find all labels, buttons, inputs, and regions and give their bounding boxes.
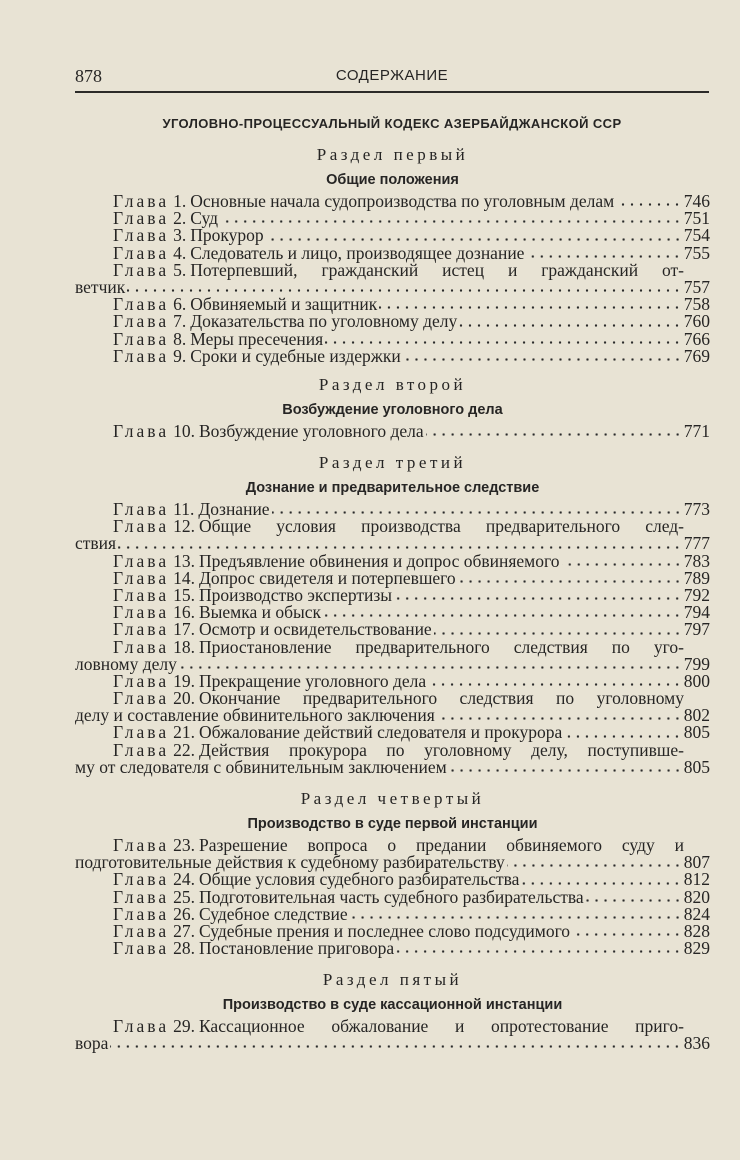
chapter-label: Глава xyxy=(113,294,170,315)
chapter-number: 26. xyxy=(173,903,195,924)
page-ref: 789 xyxy=(683,567,710,588)
word: по xyxy=(611,636,630,657)
toc-entries xyxy=(75,837,710,957)
chapter-label: Глава xyxy=(113,670,170,691)
chapter-number: 9. xyxy=(173,345,187,366)
entry-title-cont: ветчик xyxy=(75,276,126,297)
entry-first-line xyxy=(75,518,710,535)
page-ref: 758 xyxy=(683,294,710,315)
chapter-number: 3. xyxy=(173,225,187,246)
entry-title xyxy=(198,636,684,657)
page-ref: 799 xyxy=(683,653,710,674)
entry-title: Судебное следствие xyxy=(198,903,348,924)
page-ref: 805 xyxy=(683,722,710,743)
toc-entry[interactable] xyxy=(75,1018,710,1052)
chapter-number: 24. xyxy=(173,869,195,890)
chapter-label: Глава xyxy=(113,550,170,571)
chapter-number: 29. xyxy=(173,1016,195,1036)
chapter-number: 23. xyxy=(173,835,195,855)
toc-entry[interactable] xyxy=(75,423,710,440)
entry-title: Обжалование действий следователя и прокурора xyxy=(198,722,563,743)
word: следствия xyxy=(513,636,588,657)
word: предварительного xyxy=(355,636,490,657)
page-ref: 812 xyxy=(683,869,710,890)
page-number: 878 xyxy=(75,66,102,86)
dot-leader xyxy=(426,433,682,436)
word: поступивше- xyxy=(587,739,684,760)
entry-title-cont: вора xyxy=(75,1033,109,1054)
entry-title: Следователь и лицо, производящее дознание xyxy=(190,242,525,263)
chapter-label: Глава xyxy=(113,225,170,246)
toc-entry[interactable] xyxy=(75,837,710,871)
chapter-number: 21. xyxy=(173,722,195,743)
entry-continuation xyxy=(75,535,710,552)
word: и xyxy=(674,835,684,855)
page-ref: 751 xyxy=(683,208,710,229)
word: предварительного xyxy=(302,688,438,709)
chapter-label: Глава xyxy=(113,722,170,743)
toc-entry[interactable] xyxy=(75,940,710,957)
toc-entry[interactable] xyxy=(75,886,710,907)
entry-title-cont: подготовительные действия к судебному разбирательству xyxy=(75,852,505,873)
word: Общие xyxy=(198,516,252,537)
toc-entries xyxy=(75,501,710,776)
chapter-number: 5. xyxy=(173,259,187,280)
section-heading: Раздел третий xyxy=(318,453,467,472)
page-ref: 783 xyxy=(683,550,710,571)
dot-leader xyxy=(396,950,682,953)
dot-leader xyxy=(507,864,682,867)
toc-entry[interactable] xyxy=(75,313,710,330)
word: и xyxy=(507,259,518,280)
entry-title: Основные начала судопроизводства по уголовным делам xyxy=(190,191,615,211)
section-subtitle: Производство в суде кассационной инстанции xyxy=(222,997,563,1013)
word: и xyxy=(454,1016,465,1036)
section-subtitle: Дознание и предварительное следствие xyxy=(245,480,540,496)
chapter-number: 17. xyxy=(173,619,195,640)
page-ref: 820 xyxy=(683,886,710,907)
page-ref: 771 xyxy=(683,421,710,441)
dot-leader xyxy=(323,614,682,617)
entry-title-cont: делу и составление обвинительного заключения xyxy=(75,705,435,726)
word: производства xyxy=(361,516,461,537)
page-ref: 755 xyxy=(683,242,710,263)
entry-title: Сроки и судебные издержки xyxy=(190,345,401,366)
chapter-label: Глава xyxy=(113,499,170,519)
chapter-label: Глава xyxy=(113,903,170,924)
dot-leader xyxy=(127,289,682,292)
dot-leader xyxy=(179,666,682,669)
toc-section xyxy=(75,787,710,957)
chapter-number: 18. xyxy=(173,636,195,657)
dot-leader xyxy=(379,306,681,309)
word: истец xyxy=(442,259,485,280)
chapter-label: Глава xyxy=(113,688,170,709)
section-subtitle: Возбуждение уголовного дела xyxy=(282,402,503,418)
chapter-number: 22. xyxy=(173,739,195,760)
word: обвиняемого xyxy=(506,835,602,855)
entry-title-cont: ствия xyxy=(75,533,117,554)
word: Разрешение xyxy=(198,835,288,855)
word: Кассационное xyxy=(198,1016,305,1036)
chapter-label: Глава xyxy=(113,869,170,890)
page-ref: 807 xyxy=(683,852,710,873)
word: обжалование xyxy=(331,1016,429,1036)
chapter-label: Глава xyxy=(113,886,170,907)
chapter-label: Глава xyxy=(113,619,170,640)
entry-title: Доказательства по уголовному делу xyxy=(190,311,458,332)
chapter-label: Глава xyxy=(113,516,170,537)
word: гражданский xyxy=(321,259,419,280)
toc-entry[interactable] xyxy=(75,739,710,777)
entry-title: Производство экспертизы xyxy=(198,584,393,605)
dot-leader xyxy=(403,358,682,361)
chapter-label: Глава xyxy=(113,602,170,623)
toc-entry[interactable] xyxy=(75,584,710,605)
page-ref: 829 xyxy=(683,938,710,959)
toc-section xyxy=(75,968,710,1052)
word: следствия xyxy=(459,688,534,709)
section-heading: Раздел четвертый xyxy=(300,789,485,808)
section-heading: Раздел второй xyxy=(318,375,467,394)
word: от- xyxy=(661,259,684,280)
chapter-number: 19. xyxy=(173,670,195,691)
page-ref: 773 xyxy=(683,499,710,519)
word: Окончание xyxy=(198,688,281,709)
word: вопроса xyxy=(307,835,368,855)
entry-title: Меры пресечения xyxy=(190,328,324,349)
entry-title: Общие условия судебного разбирательства xyxy=(198,869,520,890)
toc-entry[interactable] xyxy=(75,210,710,227)
word: гражданский xyxy=(541,259,639,280)
dot-leader xyxy=(325,341,682,344)
chapter-number: 27. xyxy=(173,920,195,941)
toc-entry[interactable] xyxy=(75,871,710,888)
chapter-label: Глава xyxy=(113,345,170,366)
toc-section xyxy=(75,451,710,776)
dot-leader xyxy=(449,769,682,772)
chapter-label: Глава xyxy=(113,835,170,855)
chapter-label: Глава xyxy=(113,920,170,941)
entry-title: Прокурор xyxy=(190,225,264,246)
dot-leader xyxy=(437,717,682,720)
dot-leader xyxy=(394,597,682,600)
word: уго- xyxy=(653,636,684,657)
dot-leader xyxy=(562,563,682,566)
entry-title-cont: му от следователя с обвинительным заключением xyxy=(75,756,447,777)
toc-entry[interactable] xyxy=(75,518,710,552)
chapter-number: 12. xyxy=(173,516,195,537)
word: опротестование xyxy=(491,1016,609,1036)
chapter-label: Глава xyxy=(113,739,170,760)
entry-title-cont: ловному делу xyxy=(75,653,177,674)
entry-title: Судебные прения и последнее слово подсудимого xyxy=(198,920,571,941)
toc-entry[interactable] xyxy=(75,621,710,638)
toc-entry[interactable] xyxy=(75,636,710,674)
word: о xyxy=(387,835,397,855)
word: Потерпевший, xyxy=(190,259,298,280)
chapter-label: Глава xyxy=(113,311,170,332)
word: предварительного xyxy=(485,516,621,537)
dot-leader xyxy=(266,238,682,241)
page-ref: 802 xyxy=(683,705,710,726)
entry-title: Выемка и обыск xyxy=(198,602,322,623)
page-ref: 792 xyxy=(683,584,710,605)
chapter-label: Глава xyxy=(113,567,170,588)
word: уголовному xyxy=(424,739,512,760)
dot-leader xyxy=(350,916,682,919)
entry-title: Осмотр и освидетельствование xyxy=(198,619,432,640)
document-title: УГОЛОВНО-ПРОЦЕССУАЛЬНЫЙ КОДЕКС АЗЕРБАЙДЖАНСКОЙ ССР xyxy=(162,116,622,131)
toc-entry[interactable] xyxy=(75,567,710,588)
toc-entry[interactable] xyxy=(75,690,710,724)
dot-leader xyxy=(459,324,681,327)
chapter-label: Глава xyxy=(113,242,170,263)
word: Приостановление xyxy=(198,636,332,657)
toc-section xyxy=(75,143,710,365)
chapter-number: 1. xyxy=(173,191,187,211)
page-ref: 828 xyxy=(683,920,710,941)
entry-title: Постановление приговора xyxy=(198,938,395,959)
entry-title: Допрос свидетеля и потерпевшего xyxy=(198,567,456,588)
toc-entry[interactable] xyxy=(75,345,710,366)
word: след- xyxy=(645,516,684,537)
page-ref: 797 xyxy=(683,619,710,640)
dot-leader xyxy=(564,735,681,738)
chapter-number: 15. xyxy=(173,584,195,605)
toc-entries xyxy=(75,1018,710,1052)
chapter-number: 16. xyxy=(173,602,195,623)
entry-first-line xyxy=(75,259,710,280)
chapter-number: 11. xyxy=(173,499,195,519)
dot-leader xyxy=(220,220,682,223)
dot-leader xyxy=(272,511,682,514)
entry-title xyxy=(199,518,684,535)
dot-leader xyxy=(428,683,682,686)
entry-title: Прекращение уголовного дела xyxy=(198,670,427,691)
entry-continuation xyxy=(75,756,710,777)
page-ref: 754 xyxy=(683,225,710,246)
dot-leader xyxy=(572,933,682,936)
dot-leader xyxy=(586,899,682,902)
toc-entry[interactable] xyxy=(75,227,710,244)
toc-entry[interactable] xyxy=(75,259,710,297)
chapter-number: 13. xyxy=(173,550,195,571)
chapter-label: Глава xyxy=(113,421,170,441)
entry-title xyxy=(190,259,684,280)
chapter-number: 28. xyxy=(173,938,195,959)
header-rule xyxy=(75,91,709,93)
entry-title xyxy=(199,1018,684,1035)
chapter-label: Глава xyxy=(113,1016,170,1036)
entry-title: Предъявление обвинения и допрос обвиняемого xyxy=(198,550,560,571)
toc-entries xyxy=(75,193,710,365)
dot-leader xyxy=(110,1045,681,1048)
word: приго- xyxy=(635,1016,684,1036)
chapter-label: Глава xyxy=(113,636,170,657)
page-ref: 805 xyxy=(683,756,710,777)
chapter-number: 8. xyxy=(173,328,187,349)
section-subtitle: Производство в суде первой инстанции xyxy=(247,816,538,832)
toc-section xyxy=(75,373,710,440)
page-ref: 794 xyxy=(683,602,710,623)
dot-leader xyxy=(458,580,682,583)
chapter-number: 14. xyxy=(173,567,195,588)
dot-leader xyxy=(616,203,682,206)
page-ref: 757 xyxy=(683,276,710,297)
word: Действия xyxy=(198,739,270,760)
section-subtitle: Общие положения xyxy=(326,172,459,188)
word: предании xyxy=(415,835,487,855)
toc-entries xyxy=(75,423,710,440)
chapter-number: 4. xyxy=(173,242,187,263)
page-ref: 766 xyxy=(683,328,710,349)
chapter-label: Глава xyxy=(113,938,170,959)
page-ref: 769 xyxy=(683,345,710,366)
chapter-number: 6. xyxy=(173,294,187,315)
chapter-label: Глава xyxy=(113,208,170,229)
entry-title: Дознание xyxy=(198,499,270,519)
entry-first-line xyxy=(75,1018,710,1035)
dot-leader xyxy=(521,882,681,885)
page-ref: 760 xyxy=(683,311,710,332)
page-ref: 777 xyxy=(683,533,710,554)
entry-title: Суд xyxy=(190,208,219,229)
chapter-label: Глава xyxy=(113,328,170,349)
page-ref: 836 xyxy=(683,1033,710,1054)
section-heading: Раздел пятый xyxy=(322,970,463,989)
chapter-label: Глава xyxy=(113,584,170,605)
word: по xyxy=(556,688,575,709)
chapter-number: 20. xyxy=(173,688,195,709)
word: делу, xyxy=(531,739,568,760)
entry-continuation xyxy=(75,1035,710,1052)
dot-leader xyxy=(434,632,682,635)
chapter-label: Глава xyxy=(113,191,170,211)
entry-title: Обвиняемый и защитник xyxy=(190,294,378,315)
chapter-number: 10. xyxy=(173,421,195,441)
chapter-number: 25. xyxy=(173,886,195,907)
chapter-number: 2. xyxy=(173,208,187,229)
entry-continuation xyxy=(75,276,710,297)
dot-leader xyxy=(118,546,682,549)
entry-title: Возбуждение уголовного дела xyxy=(198,421,424,441)
chapter-number: 7. xyxy=(173,311,187,332)
word: прокурора xyxy=(288,739,367,760)
word: суду xyxy=(621,835,655,855)
word: условия xyxy=(276,516,336,537)
page-ref: 800 xyxy=(683,670,710,691)
page-ref: 824 xyxy=(683,903,710,924)
running-title: СОДЕРЖАНИЕ xyxy=(335,67,449,84)
page-ref: 746 xyxy=(683,191,710,211)
entry-title: Подготовительная часть судебного разбирательства xyxy=(198,886,584,907)
chapter-label: Глава xyxy=(113,259,170,280)
word: по xyxy=(386,739,405,760)
toc-entry[interactable] xyxy=(75,193,710,210)
word: уголовному xyxy=(596,688,684,709)
dot-leader xyxy=(526,255,681,258)
section-heading: Раздел первый xyxy=(316,145,469,164)
